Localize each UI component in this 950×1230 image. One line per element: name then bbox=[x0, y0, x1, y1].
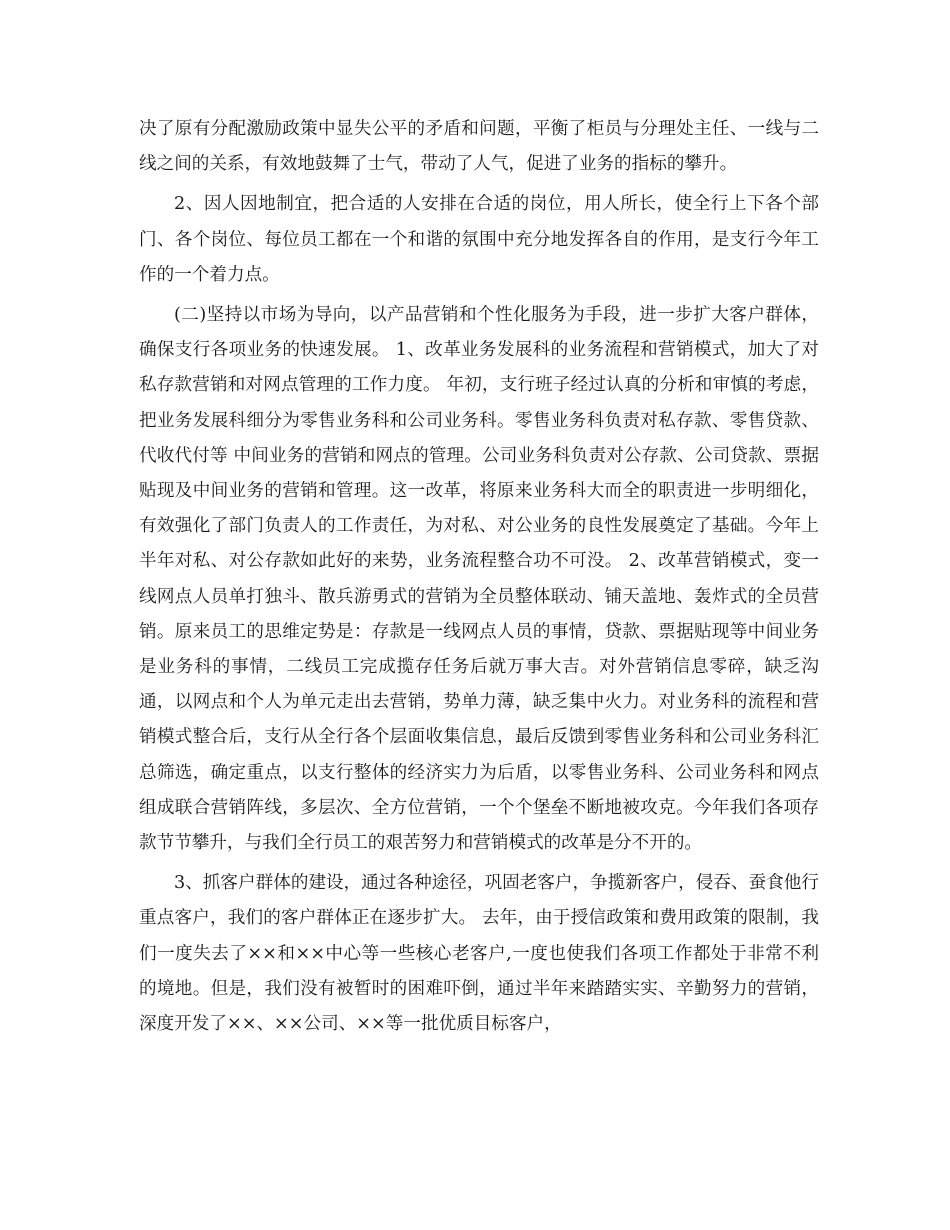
paragraph-3: (二)坚持以市场为导向，以产品营销和个性化服务为手段，进一步扩大客户群体，确保支行各项业务的快速发展。 1、改革业务发展科的业务流程和营销模式，加大了对私存款营销和对网点管理的工作力度。 年初，支行班子经过认真的分析和审慎的考虑，把业务发展科细分为零售业务科和公司业务科。零售业务科负责对私存款、零售贷款、代收代付等 中间业务的营销和网点的管理。公司业务科负责对公存款、公司贷款、票据贴现及中间业务的营销和管理。这一改革，将原来业务科大而全的职责进一步明细化，有效强化了部门负责人的工作责任，为对私、对公业务的良性发展奠定了基础。今年上半年对私、对公存款如此好的来势，业务流程整合功不可没。 2、改革营销模式，变一线网点人员单打独斗、散兵游勇式的营销为全员整体联动、铺天盖地、轰炸式的全员营销。原来员工的思维定势是：存款是一线网点人员的事情，贷款、票据贴现等中间业务是业务科的事情，二线员工完成揽存任务后就万事大吉。对外营销信息零碎，缺乏沟通，以网点和个人为单元走出去营销，势单力薄，缺乏集中火力。对业务科的流程和营销模式整合后，支行从全行各个层面收集信息，最后反馈到零售业务科和公司业务科汇总筛选，确定重点，以支行整体的经济实力为后盾，以零售业务科、公司业务科和网点组成联合营销阵线，多层次、全方位营销，一个个堡垒不断地被攻克。今年我们各项存款节节攀升，与我们全行员工的艰苦努力和营销模式的改革是分不开的。 bbox=[139, 305, 819, 854]
paragraph-1: 决了原有分配激励政策中显失公平的矛盾和问题，平衡了柜员与分理处主任、一线与二线之间的关系，有效地鼓舞了士气，带动了人气，促进了业务的指标的攀升。 bbox=[139, 119, 819, 175]
document-body bbox=[139, 112, 819, 1042]
paragraph-2: 2、因人因地制宜，把合适的人安排在合适的岗位，用人所长，使全行上下各个部门、各个岗位、每位员工都在一个和谐的氛围中充分地发挥各自的作用，是支行今年工作的一个着力点。 bbox=[139, 194, 819, 285]
paragraph-4: 3、抓客户群体的建设，通过各种途径，巩固老客户，争揽新客户，侵吞、蚕食他行重点客户，我们的客户群体正在逐步扩大。 去年，由于授信政策和费用政策的限制，我们一度失去了××和××中心等一些核心老客户,一度也使我们各项工作都处于非常不利的境地。但是，我们没有被暂时的困难吓倒，通过半年来踏踏实实、辛勤努力的营销，深度开发了××、××公司、××等一批优质目标客户， bbox=[139, 873, 819, 1035]
